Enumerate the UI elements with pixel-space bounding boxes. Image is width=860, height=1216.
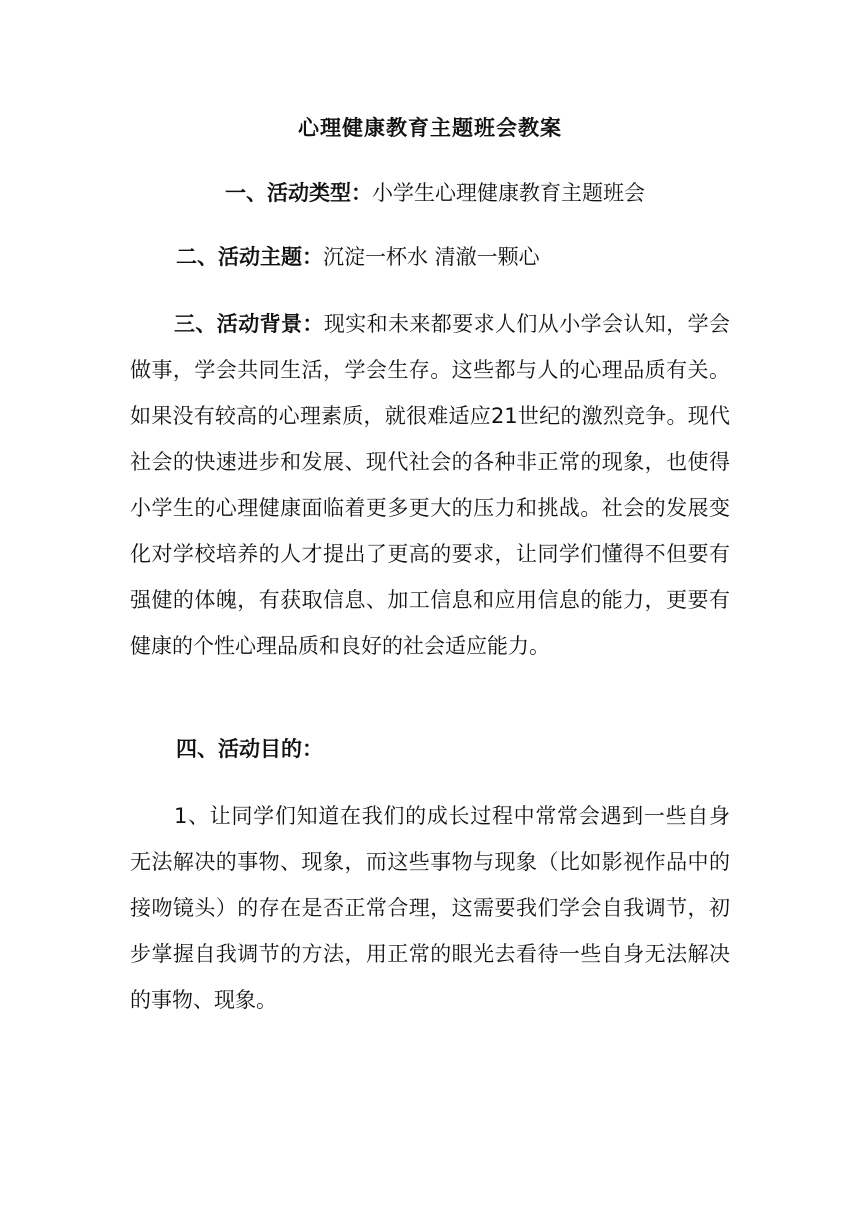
section-activity-background — [130, 301, 730, 669]
section-activity-goal — [176, 733, 323, 765]
section-activity-theme-text: 沉淀一杯水 清澈一颗心 — [323, 245, 540, 269]
section-activity-background-label: 三、活动背景： — [174, 312, 324, 336]
section-activity-goal-item-1: 1、让同学们知道在我们的成长过程中常常会遇到一些自身无法解决的事物、现象，而这些事物与现象（比如影视作品中的接吻镜头）的存在是否正常合理，这需要我们学会自我调节，初步掌握自我调节的方法，用正常的眼光去看待一些自身无法解决的事物、现象。 — [130, 804, 730, 1012]
document-title: 心理健康教育主题班会教案 — [298, 116, 562, 140]
section-activity-type-text: 小学生心理健康教育主题班会 — [372, 181, 645, 205]
section-activity-type-label: 一、活动类型： — [225, 181, 372, 205]
section-activity-type — [225, 177, 645, 209]
section-activity-goal-label: 四、活动目的： — [176, 737, 323, 761]
section-activity-theme — [176, 241, 540, 273]
section-activity-theme-label: 二、活动主题： — [176, 245, 323, 269]
section-activity-background-text: 现实和未来都要求人们从小学会认知，学会做事，学会共同生活，学会生存。这些都与人的心理品质有关。如果没有较高的心理素质，就很难适应21世纪的激烈竞争。现代社会的快速进步和发展、现代社会的各种非正常的现象，也使得小学生的心理健康面临着更多更大的压力和挑战。社会的发展变化对学校培养的人才提出了更高的要求，让同学们懂得不但要有强健的体魄，有获取信息、加工信息和应用信息的能力，更要有健康的个性心理品质和良好的社会适应能力。 — [130, 312, 731, 658]
